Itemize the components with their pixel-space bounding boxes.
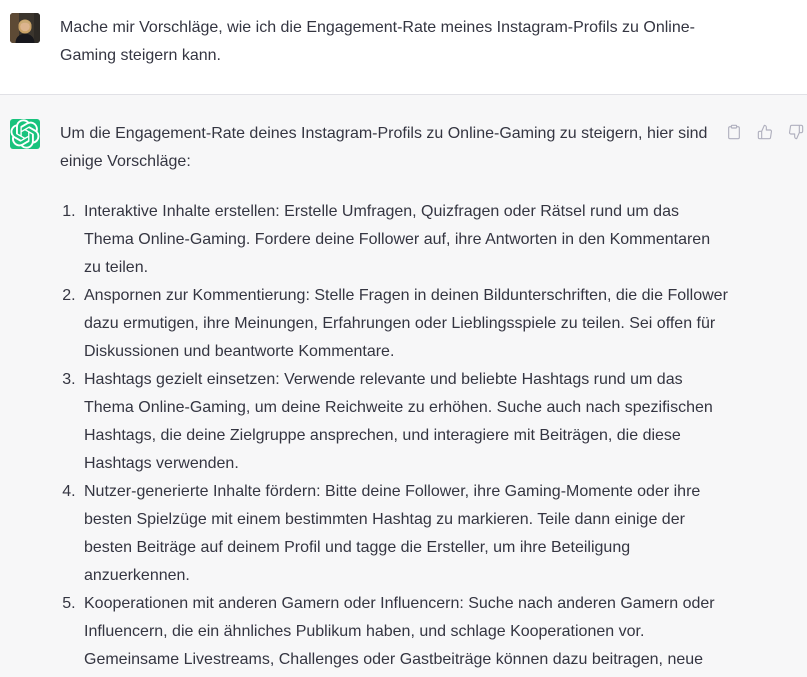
user-message-content: [60, 13, 728, 70]
list-item: 1. Interaktive Inhalte erstellen: Erstelle Umfragen, Quizfragen oder Rätsel rund um das Thema Online-Gaming. Fordere deine Follower auf, ihre Antworten in den Kommentaren zu teilen.: [80, 198, 728, 282]
list-item: 3. Hashtags gezielt einsetzen: Verwende relevante und beliebte Hashtags rund um das Thema Online-Gaming, um deine Reichweite zu erhöhen. Suche auch nach spezifischen Hashtags, die deine Zielgruppe ansprechen, und interagiere mit Beiträgen, die diese Hashtags verwenden.: [80, 366, 728, 478]
assistant-intro-text: Um die Engagement-Rate deines Instagram-Profils zu Online-Gaming zu steigern, hier sind einige Vorschläge:: [60, 125, 708, 170]
thumbs-down-icon: [788, 124, 804, 140]
thumbs-up-icon: [757, 124, 773, 140]
assistant-message-row: [0, 94, 807, 677]
copy-button[interactable]: [726, 124, 742, 140]
list-item: 5. Kooperationen mit anderen Gamern oder Influencern: Suche nach anderen Gamern oder Influencern, die ein ähnliches Publikum haben, und schlage Kooperationen vor. Gemeinsame Livestreams, Challenges oder Gastbeiträge können dazu beitragen, neue: [80, 590, 728, 674]
user-avatar-photo: [10, 13, 40, 43]
thumbs-up-button[interactable]: [757, 124, 773, 140]
user-message-text: Mache mir Vorschläge, wie ich die Engagement-Rate meines Instagram-Profils zu Online-Gaming steigern kann.: [60, 19, 695, 64]
assistant-message-content: [60, 119, 728, 674]
list-item: 4. Nutzer-generierte Inhalte fördern: Bitte deine Follower, ihre Gaming-Momente oder ihre besten Spielzüge mit einem bestimmten Hashtag zu markieren. Teile dann einige der besten Beiträge auf deinem Profil und tagge die Ersteller, um ihre Beteiligung anzuerkennen.: [80, 478, 728, 590]
user-message-row: [0, 0, 807, 94]
assistant-avatar: [10, 119, 40, 149]
openai-logo-icon: [10, 119, 40, 149]
thumbs-down-button[interactable]: [788, 124, 804, 140]
suggestion-list: [60, 198, 728, 674]
list-item: 2. Anspornen zur Kommentierung: Stelle Fragen in deinen Bildunterschriften, die die Follower dazu ermutigen, ihre Meinungen, Erfahrungen oder Lieblingsspiele zu teilen. Sei offen für Diskussionen und beantworte Kommentare.: [80, 282, 728, 366]
copy-icon: [726, 124, 742, 140]
message-actions: [726, 124, 804, 140]
user-avatar: [10, 13, 40, 43]
